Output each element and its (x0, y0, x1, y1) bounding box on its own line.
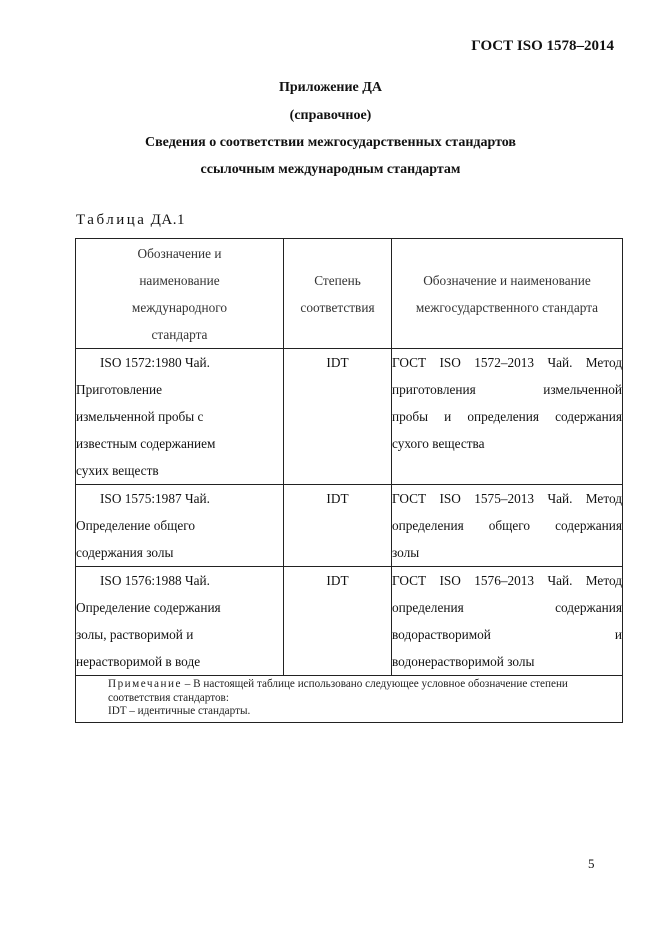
note-body: – В настоящей таблице использовано следующее условное обозначение степени соответствия стандартов: (108, 678, 568, 704)
note-label: Примечание (108, 678, 182, 690)
cell-line: сухих веществ (76, 463, 159, 478)
table-row (76, 567, 623, 676)
cell-line: ГОСТ ISO 1572–2013 Чай. Метод (392, 355, 622, 370)
interstate-standard-cell (392, 349, 623, 485)
header-line: международного (131, 299, 228, 315)
cell-line: определения содержания (392, 600, 622, 615)
international-standard-cell (76, 485, 284, 567)
cell-line: приготовления измельченной (392, 382, 622, 397)
cell-line: ISO 1572:1980 Чай. (100, 355, 210, 370)
cell-line: пробы и определения содержания (392, 409, 622, 424)
appendix-subject-line-1: Сведения о соответствии межгосударственных стандартов (145, 135, 516, 150)
header-interstate-standard (392, 239, 623, 349)
cell-line: ГОСТ ISO 1575–2013 Чай. Метод (392, 491, 622, 506)
header-line: наименование (139, 272, 220, 288)
header-degree (284, 239, 392, 349)
degree-cell: IDT (284, 567, 392, 676)
cell-line: водонерастворимой золы (392, 654, 535, 669)
degree-cell: IDT (284, 485, 392, 567)
table-note-row (76, 676, 623, 723)
cell-line: измельченной пробы с (76, 409, 204, 424)
table-row (76, 485, 623, 567)
appendix-title: Приложение ДА (278, 80, 383, 95)
cell-line: Определение общего (76, 518, 196, 533)
header-line: Обозначение и наименование (423, 272, 591, 288)
cell-line: сухого вещества (392, 436, 485, 451)
cell-line: Определение содержания (76, 600, 221, 615)
cell-line: ISO 1575:1987 Чай. (100, 491, 210, 506)
note-legend: IDT – идентичные стандарты. (108, 705, 251, 717)
document-code: ГОСТ ISO 1578–2014 (471, 38, 614, 54)
appendix-subject-line-2: ссылочным международным стандартам (200, 162, 461, 177)
cell-line: Приготовление (76, 382, 163, 397)
cell-line: содержания золы (76, 545, 174, 560)
cell-line: определения общего содержания (392, 518, 622, 533)
international-standard-cell (76, 349, 284, 485)
international-standard-cell (76, 567, 284, 676)
table-caption-number: ДА.1 (150, 212, 185, 228)
header-line: Степень (314, 272, 361, 288)
interstate-standard-cell (392, 567, 623, 676)
correspondence-table (75, 238, 623, 723)
cell-line: золы, растворимой и (76, 627, 194, 642)
page-number: 5 (588, 856, 595, 871)
header-international-standard (76, 239, 284, 349)
cell-line: водорастворимой и (392, 627, 622, 642)
degree-cell: IDT (284, 349, 392, 485)
cell-line: ISO 1576:1988 Чай. (100, 573, 210, 588)
note-text (80, 678, 618, 705)
cell-line: известным содержанием (76, 436, 216, 451)
cell-line: ГОСТ ISO 1576–2013 Чай. Метод (392, 573, 622, 588)
header-line: Обозначение и (137, 245, 222, 261)
table-caption-word: Таблица (76, 212, 147, 228)
header-line: соответствия (300, 299, 375, 315)
header-line: межгосударственного стандарта (415, 299, 599, 315)
header-line: стандарта (151, 326, 208, 342)
table-note (76, 676, 623, 723)
interstate-standard-cell (392, 485, 623, 567)
table-caption (76, 212, 185, 229)
table-row (76, 349, 623, 485)
cell-line: золы (392, 545, 420, 560)
table-header-row (76, 239, 623, 349)
cell-line: нерастворимой в воде (76, 654, 201, 669)
appendix-type: (справочное) (289, 108, 372, 123)
